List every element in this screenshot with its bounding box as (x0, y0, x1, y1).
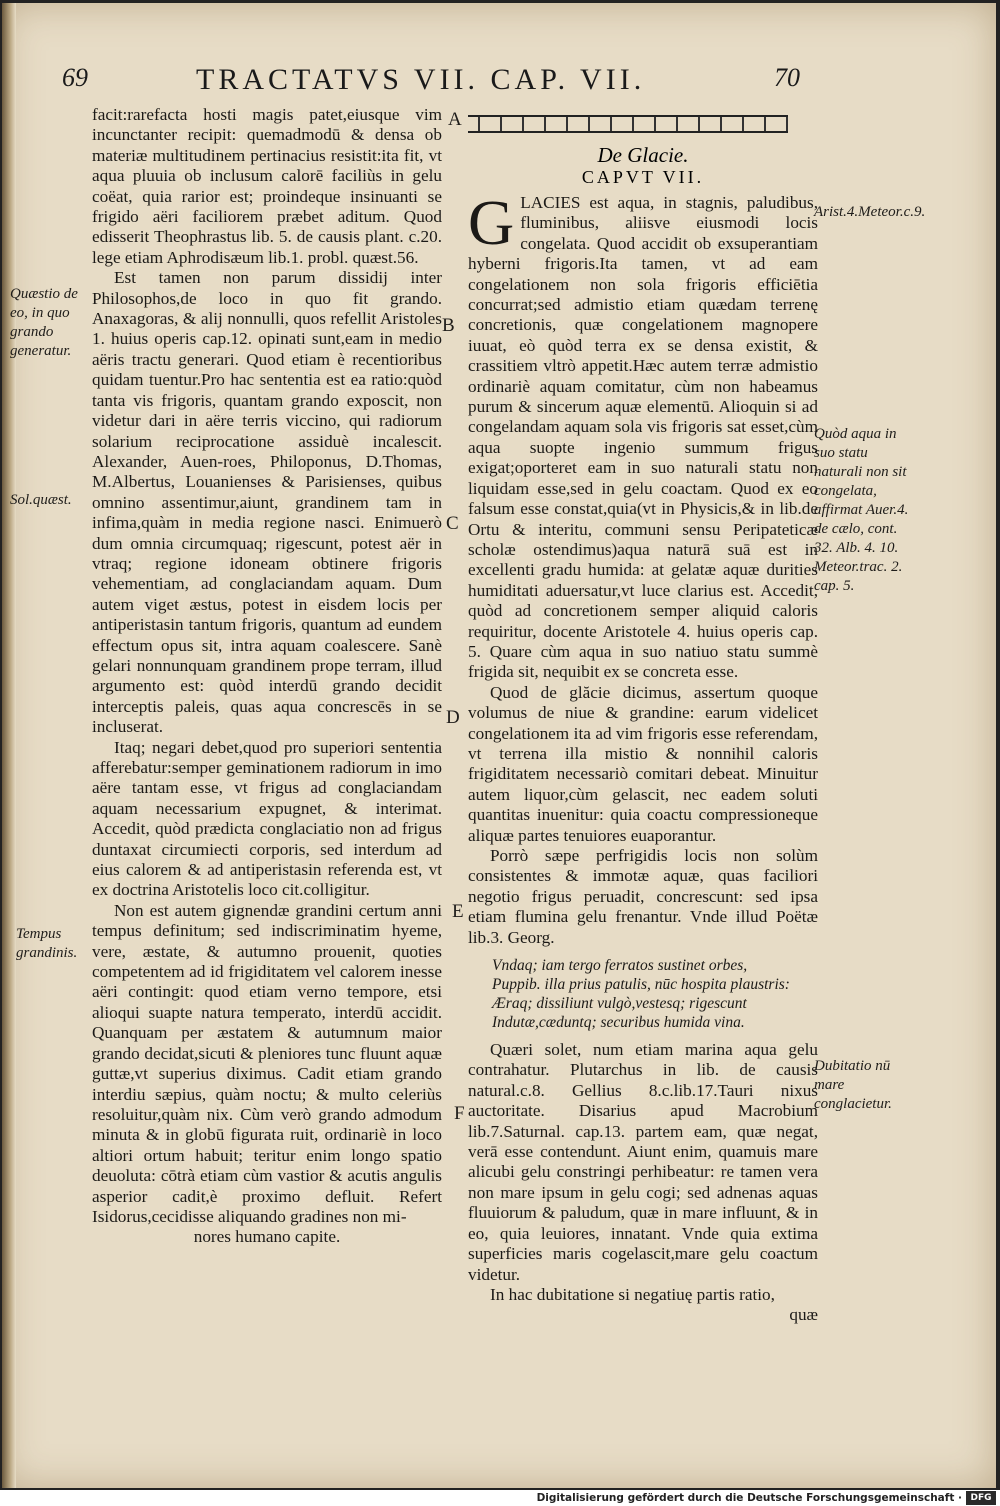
section-letter-d: D (446, 707, 460, 728)
section-letter-b: B (442, 315, 455, 336)
page-number-left: 69 (62, 63, 88, 92)
drop-capital: G (468, 187, 515, 258)
margin-note-left-1: Quæstio de eo, in quo grando generatur. (10, 286, 78, 359)
catchword: quæ (789, 1305, 818, 1325)
verse-line: Æraq; dissiliunt vulgò,vestesq; rigescunt (492, 995, 747, 1013)
left-paragraph-2: Est tamen non parum dissidij inter Philosophos,de loco in quo fit grando. Anaxagoras, & alij nonnulli, quos refellit Aristoles 1. huius operis cap.12. opinati sunt,eam in medio aëris tractu generari. Quod etiam è recentioribus quidam tuentur.Pro hac sententia est ea ratio:quòd tanta vis frigoris, quantam grando exposcit, non videtur dari in aëre terris viccino, qui radiorum solarium reciprocatione assiduè incalescit. Alexander, Auen-roes, Philoponus, D.Thomas, M.Albertus, Louanienses & Parisienses, quibus omnino assentimur,aiunt, grandinem tam in infima,quàm in media regione nasci. Enimuerò dum omnia circumquaq; rigescunt, potest aër in vtraq; regione idoneam obtinere frigoris vehementiam, ad conglaciandam aquam. Dum autem viget æstus, potest in eisdem locis per antiperistasin tantum frigoris, quantum ad eundem effectum opus sit, intra aquam coalescere. Sanè gelari nonnunquam grandinem prope terram, illud argumento est: quòd interdū grando decidit interceptis paleis, quas aqua concrescēs in se incluserat. (92, 268, 442, 737)
right-paragraph-1 (468, 187, 818, 683)
verse-line: Puppib. illa prius patulis, nūc hospita plaustris: (492, 976, 790, 994)
right-paragraph-2: Quod de glăcie dicimus, assertum quoque volumus de niue & grandine: earum videlicet congelationem ita ad vim frigoris esse referendam, vt terrena illa mistio & nonnihil caloris frigiditatem necessariò comitari debeat. Minuitur autem liquor,cùm gelascit, nec eadem soluti quantitas inuenitur: quia coactu compressioneque aliquæ partes tenuiores euaporantur. (468, 682, 818, 845)
margin-note-right-3: Dubitatio nū mare conglacietur. (814, 1058, 892, 1112)
book-spine (2, 3, 16, 1488)
margin-note-right-1: Arist.4.Meteor.c.9. (814, 204, 926, 220)
book-page (2, 3, 996, 1488)
ornament-rule (468, 115, 788, 133)
margin-note-left-2: Sol.quæst. (10, 492, 72, 508)
running-title: TRACTATVS VII. CAP. VII. (196, 63, 646, 96)
chapter-title: De Glacie. (597, 143, 689, 167)
verse-line: Indutæ,cæduntq; securibus humida vina. (492, 1014, 745, 1032)
margin-note-right-2: Quòd aqua in suo statu naturali non sit congelata, affirmat Auer.4. de cælo, cont. 32. Alb. 4. 10. Meteor.trac. 2. cap. 5. (814, 426, 909, 594)
digitization-footer (0, 1490, 1000, 1506)
section-letter-a: A (448, 109, 462, 130)
page-header (62, 63, 992, 103)
left-paragraph-4: Non est autem gignendæ grandini certum anni tempus definitum; sed indiscriminatim hyeme, vere, æstate, & autumno prouenit, quoties competentem ad id frigiditatem vel calorem inesse aëri contingit: quod etiam verno tempore, etsi alioqui suapte natura temperato, interdū accidit. Quanquam per æstatem & autumnum maior grando decidat,sicuti & pleniores tunc fluunt aquæ guttæ,vt superius diximus. Cadit etiam grando interdiu sæpius, quàm noctu; & multo celeriùs resoluitur,quàm nix. Cùm verò grando admodum minuta & in globū figurata ruit, ordinariè in loco altiori ortum habuit; teritur enim longo spatio deuoluta: cōtrà etiam cùm vastior & acutis angulis asperior cadit,è proximo defluit. Refert Isidorus,cecidisse aliquando gradines non mi- (92, 900, 442, 1226)
page-number-right: 70 (774, 63, 800, 92)
left-paragraph-end: nores humano capite. (193, 1227, 341, 1247)
margin-note-left-3: Tempus grandinis. (16, 926, 78, 961)
verse-quotation (468, 956, 818, 1032)
funding-notice: Digitalisierung gefördert durch die Deutsche Forschungsgemeinschaft · (536, 1492, 962, 1504)
section-letter-e: E (452, 901, 464, 922)
left-column (92, 105, 442, 1248)
verse-line: Vndaq; iam tergo ferratos sustinet orbes, (492, 957, 748, 975)
right-paragraph-3: Porrò sæpe perfrigidis locis non solùm consistentes & immotæ aquæ, quas faciliori negotio frigus peruadit, concrescunt: sed ipsa etiam flumina gelu frenantur. Vnde illud Poëtæ lib.3. Georg. (468, 846, 818, 947)
section-letter-c: C (446, 513, 459, 534)
chapter-subtitle: CAPVT VII. (581, 167, 705, 187)
right-paragraph-4: Quæri solet, num etiam marina aqua gelu contrahatur. Plutarchus in lib. de causis natural.c.8. Gellius 8.c.lib.17.Tauri nixus auctoritate. Disarius apud Macrobium lib.7.Saturnal. cap.13. partem eam, quæ negat, verā esse contendunt. Aiunt enim, quamuis mare alicubi gelu constringi perhibeatur: re tamen vera non mare ipsum in gelu cogi; sed adnenas aquas fluuiorum & paludum, quæ in mare influunt, & in eo, quia leuiores, innatant. Vnde quia extima superficies maris cogelascit,mare gelu coactum videtur. (468, 1040, 818, 1284)
right-paragraph-1-text: LACIES est aqua, in stagnis, paludibus, fluminibus, aliisve eiusmodi locis congelata. Quod accidit ob exsuperantiam hyberni frigoris.Ita tamen, vt ad eam congelationem non sola frigoris efficiētia concurrat;sed admistio etiam quædam terrenę concretionis, quæ congelationem magnopere iuuat, eò quòd terra ex se densa existit, & crassitiem vltrò appetit.Hæc autem terræ admistio ordinariè aquam comitatur, cùm non habeamus purum & sincerum aquæ elementū. Alioquin si ad congelandam aquam sola vis frigoris sat esset,cùm aqua suopte ingenio summum frigus exigat;oporteret eam in suo naturali statu non liquidam esse,sed in gelu coactam. Quod ex eo falsum esse constat,quia(vt in Physicis,& in lib.de Ortu & interitu, communi sensu Peripateticæ scholæ ostendimus)aqua naturā suā est in excellenti gradu humida: at gelatæ aquæ durities humiditati aduersatur,vt luce clarius est. Accedit, quòd ad concretionem semper aliquid caloris requiritur, docente Aristotele 4. huius operis cap. 5. Quare cùm aqua in suo natiuo statu summè frigida sit, nequibit ex se concreta esse. (468, 193, 818, 682)
left-paragraph-3: Itaq; negari debet,quod pro superiori sententia afferebatur:semper geminationem radiorum in imo aëre tantam esse, vt frigus ad conglaciandam aquam necessarium expugnet, & interimat. Accedit, quòd prædicta conglaciatio non ad frigus duntaxat circumiecti corporis, sed interdum ad eius calorem & ad antiperistasin referenda est, vt ex doctrina Aristotelis loco cit.colligitur. (92, 737, 442, 900)
section-letter-f: F (454, 1103, 465, 1124)
right-column (468, 187, 818, 1326)
dfg-logo: DFG (966, 1491, 996, 1505)
left-paragraph-1: facit:rarefacta hosti magis patet,eiusque vim incunctanter recipit: quemadmodū & densa ob materiæ multitudinem pertinacius resistit:ita fit, vt aqua pluuia ob inclusum calorē faciliùs in gelu coëat, quia rarior est; proindeque insinuanti se frigido aëri faciliorem præbet aditum. Quod edisserit Theophrastus lib. 5. de causis plant. c.20. lege etiam Aphrodisæum lib.1. probl. quæst.56. (92, 105, 442, 267)
right-paragraph-5: In hac dubitatione si negatiuę partis ratio, (490, 1284, 775, 1304)
